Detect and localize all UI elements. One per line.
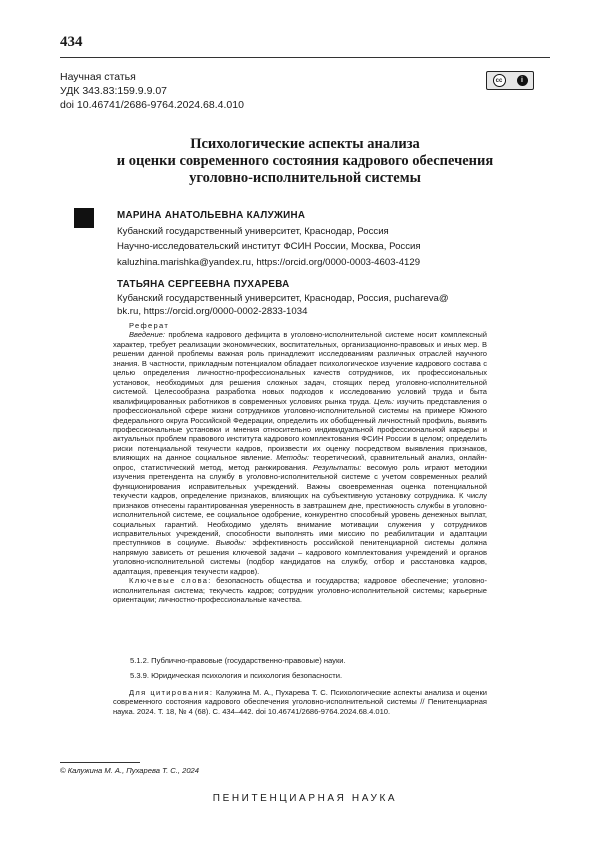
copyright: © Калужина М. А., Пухарева Т. С., 2024 (60, 766, 199, 775)
author-marker-square (74, 208, 94, 228)
author-affiliation: Научно-исследовательский институт ФСИН России, Москва, Россия (117, 241, 421, 252)
methods-text: теоретический, сравнительный анализ, онлайн-опрос, статистический метод, метод ранжирования. (113, 453, 488, 472)
page-number: 434 (60, 34, 83, 50)
goal-label: Цель: (374, 396, 394, 406)
conclusions-label: Выводы: (215, 538, 246, 548)
goal-text: изучить представления о профессиональной сфере жизни сотрудников уголовно-исполнительной системы на примере Южного федерального округа Российской Федерации, определить их обобщенный личностный профиль, выявить профессиональные установки и мнения относительно индивидуальной профессиональной карьеры и актуальных проблем правового института кадрового комплектования ФСИН России в целом; определить риски потенциальной текучести кадров, произвести их оценку посредством выявления признаков, влияющих на данное социальное явление. (113, 396, 488, 463)
author-name: МАРИНА АНАТОЛЬЕВНА КАЛУЖИНА (117, 210, 306, 221)
cc-icon: cc (493, 74, 506, 87)
subject-code: 5.3.9. Юридическая психология и психология безопасности. (130, 671, 343, 680)
citation-text: Калужина М. А., Пухарева Т. С. Психологические аспекты анализа и оценки современного состояния кадрового обеспечения уголовно-исполнительной системы // Пенитенциарная наука. 2024. Т. 18, № 4 (68). С. 434–442. doi 10.46741/2686-9764.2024.68.4.010. (113, 688, 487, 716)
title-line: и оценки современного состояния кадрового обеспечения (116, 153, 494, 169)
author-2 (117, 278, 517, 319)
footnote-rule (60, 762, 140, 763)
article-type: Научная статья (60, 71, 136, 83)
author-affiliation: Кубанский государственный университет, Краснодар, Россия (117, 225, 389, 237)
subject-code: 5.1.2. Публично-правовые (государственно-правовые) науки. (130, 656, 346, 665)
abstract (113, 321, 487, 605)
author-name: ТАТЬЯНА СЕРГЕЕВНА ПУХАРЕВА (117, 279, 290, 290)
citation (113, 688, 487, 716)
conclusions-text: эффективность российской пенитенциарной системы должна напрямую зависеть от решения ключевой задачи – кадрового комплектования учреждений и органов уголовно-исполнительной системы (подбор кандидатов на службу, отбор и расстановка кадров, адаптация, превенция текучести кадров). (113, 538, 487, 576)
author-affiliation: Кубанский государственный университет, Краснодар, Россия, puchareva@ (117, 292, 449, 304)
keywords (113, 576, 487, 604)
citation-label: Для цитирования: (129, 688, 214, 697)
abstract-heading: Реферат (129, 321, 170, 330)
doi: doi 10.46741/2686-9764.2024.68.4.010 (60, 99, 244, 111)
keywords-label: Ключевые слова: (129, 576, 212, 586)
person-icon: i (517, 75, 528, 86)
keywords-text: безопасность общества и государства; кадровое обеспечение; уголовно-исполнительная система; текучесть кадров; сотрудник уголовно-исполнительной системы; карьерные ориентации; личностно-профессиональные качества. (113, 576, 487, 605)
journal-footer: ПЕНИТЕНЦИАРНАЯ НАУКА (212, 793, 398, 804)
results-label: Результаты: (312, 462, 362, 472)
udk-code: УДК 343.83:159.9.9.07 (60, 85, 168, 97)
results-text: весомую роль играют методики изучения претендента на службу в уголовно-исполнительной системе с учетом современных реалий функционирования исправительных учреждений. Важны своевременная оценка потенциальной текучести кадров, определение признаков, влияющих на субъективную установку сотрудника. К числу признаков отнесены гарантированная уверенность в завтрашнем дне, престижность службы в уголовно-исполнительной системе, ее социальное одобрение, конкурентно способный уровень денежных выплат, социальных гарантий. Необходимо уделять внимание мотивации служения у сотрудников исправительных учреждений, способности выполнять ими миссию по реабилитации и адаптации преступников в социуме. (113, 462, 487, 548)
author-1 (117, 208, 517, 270)
methods-label: Методы: (276, 453, 309, 463)
abstract-body (113, 330, 487, 576)
title-line: уголовно-исполнительной системы (189, 170, 421, 186)
title-line: Психологические аспекты анализа (190, 136, 420, 152)
cc-by-license-badge (486, 71, 534, 90)
author-contact: bk.ru, https://orcid.org/0000-0002-2833-1034 (117, 306, 308, 317)
article-title (60, 136, 550, 187)
intro-text: проблема кадрового дефицита в уголовно-исполнительной системе носит комплексный характер, требует реализации экономических, воспитательных, организационно-правовых и иных мер. В решении данной проблемы важная роль принадлежит исследованиям различных отраслей научного знания. В частности, прикладным потенциалом обладает психологическое изучение кадрового состава с целью определения личностно-профессиональных качеств сотрудников, их профессиональных установок, необходимых для решения сложных задач, стоящих перед уголовно-исполнительной системой. Целесообразна разработка новых подходов к исследованию условий труда и быта квалифицированных работников в современных условиях рынка труда. (113, 330, 487, 406)
article-meta (60, 70, 244, 112)
header-rule (60, 57, 550, 58)
author-contact: kaluzhina.marishka@yandex.ru, https://orcid.org/0000-0003-4603-4129 (117, 256, 421, 268)
intro-label: Введение: (129, 330, 165, 340)
